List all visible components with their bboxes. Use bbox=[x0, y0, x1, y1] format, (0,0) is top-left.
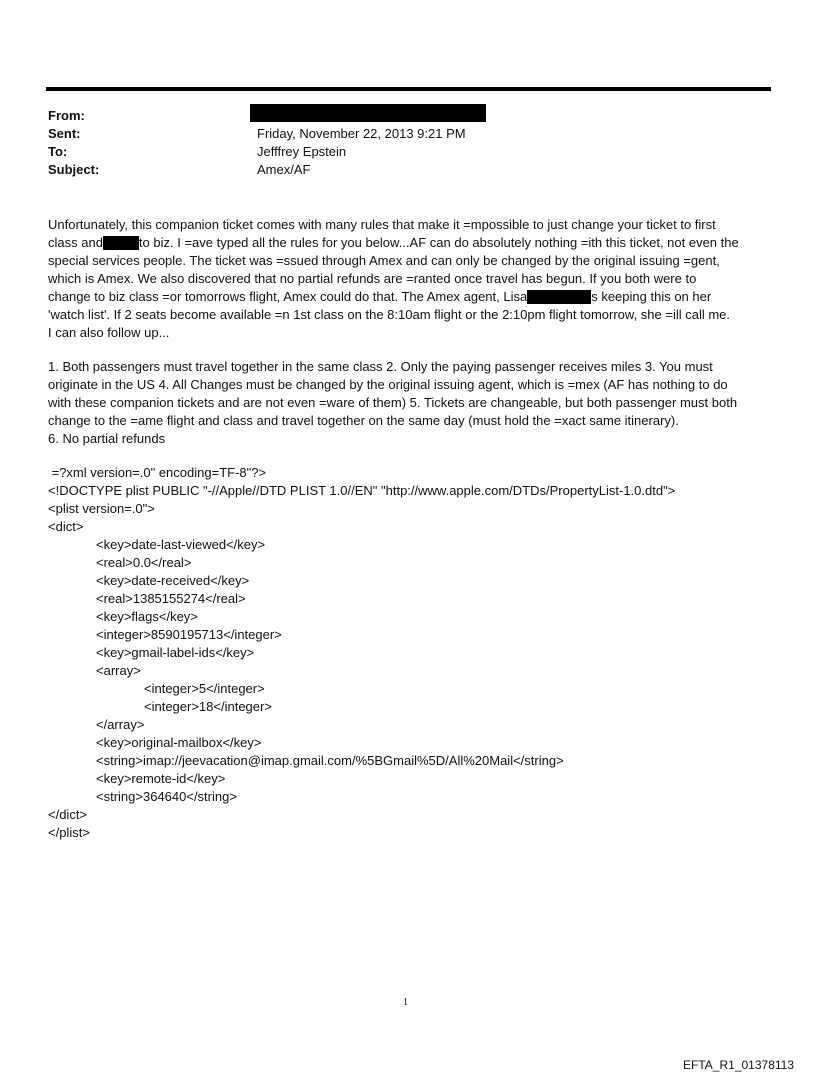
rules-line: change to the =ame flight and class and travel together on the same day (must hold the =xact same itinerary). bbox=[48, 413, 679, 428]
xml-line: <string>imap://jeevacation@imap.gmail.com/%5BGmail%5D/All%20Mail</string> bbox=[96, 753, 564, 768]
message-paragraph-2 bbox=[48, 358, 770, 448]
xml-line: <integer>18</integer> bbox=[144, 699, 272, 714]
xml-line: =?xml version=.0" encoding=TF-8"?> bbox=[48, 465, 267, 480]
xml-line: <key>remote-id</key> bbox=[96, 771, 226, 786]
xml-line: <real>0.0</real> bbox=[96, 555, 192, 570]
name-redaction bbox=[103, 236, 139, 250]
from-redaction bbox=[250, 104, 486, 122]
sent-value: Friday, November 22, 2013 9:21 PM bbox=[257, 126, 466, 141]
xml-line: <array> bbox=[96, 663, 141, 678]
xml-line: </plist> bbox=[48, 825, 90, 840]
paragraph-line: 'watch list'. If 2 seats become available =n 1st class on the 8:10am flight or the 2:10pm flight tomorrow, she =ill call me. bbox=[48, 307, 731, 322]
rules-line: 6. No partial refunds bbox=[48, 431, 166, 446]
paragraph-line: class and to biz. I =ave typed all the rules for you below...AF can do absolutely nothing =ith this ticket, not even the bbox=[48, 235, 739, 250]
paragraph-line: which is Amex. We also discovered that no partial refunds are =ranted once travel has begun. If you both were to bbox=[48, 271, 697, 286]
subject-value: Amex/AF bbox=[257, 162, 311, 177]
xml-line: <key>flags</key> bbox=[96, 609, 198, 624]
xml-line: <real>1385155274</real> bbox=[96, 591, 246, 606]
plist-block bbox=[48, 464, 675, 842]
xml-line: <key>date-received</key> bbox=[96, 573, 250, 588]
document-id: EFTA_R1_01378113 bbox=[683, 1058, 794, 1072]
paragraph-line: special services people. The ticket was =ssued through Amex and can only be changed by the original issuing =gent, bbox=[48, 253, 720, 268]
xml-line: <dict> bbox=[48, 519, 84, 534]
header-divider bbox=[46, 87, 771, 91]
subject-label: Subject: bbox=[48, 162, 100, 177]
xml-line: <!DOCTYPE plist PUBLIC "-//Apple//DTD PLIST 1.0//EN" "http://www.apple.com/DTDs/PropertyList-1.0.dtd"> bbox=[48, 483, 676, 498]
name-redaction bbox=[527, 290, 591, 304]
paragraph-line: Unfortunately, this companion ticket comes with many rules that make it =mpossible to just change your ticket to first bbox=[48, 217, 716, 232]
page-number: 1 bbox=[403, 997, 408, 1008]
sent-label: Sent: bbox=[48, 126, 81, 141]
xml-line: <plist version=.0"> bbox=[48, 501, 155, 516]
paragraph-line: I can also follow up... bbox=[48, 325, 170, 340]
xml-line: </array> bbox=[96, 717, 145, 732]
xml-line: <string>364640</string> bbox=[96, 789, 237, 804]
xml-line: </dict> bbox=[48, 807, 88, 822]
to-value: Jefffrey Epstein bbox=[257, 144, 347, 159]
rules-line: 1. Both passengers must travel together in the same class 2. Only the paying passenger receives miles 3. You must bbox=[48, 359, 713, 374]
rules-line: with these companion tickets and are not even =ware of them) 5. Tickets are changeable, but both passenger must both bbox=[48, 395, 738, 410]
xml-line: <integer>5</integer> bbox=[144, 681, 265, 696]
xml-line: <key>original-mailbox</key> bbox=[96, 735, 262, 750]
xml-line: <integer>8590195713</integer> bbox=[96, 627, 282, 642]
from-label: From: bbox=[48, 108, 85, 123]
rules-line: originate in the US 4. All Changes must be changed by the original issuing agent, which is =mex (AF has nothing to do bbox=[48, 377, 728, 392]
xml-line: <key>gmail-label-ids</key> bbox=[96, 645, 255, 660]
message-paragraph-1 bbox=[48, 216, 770, 342]
paragraph-line: change to biz class =or tomorrows flight, Amex could do that. The Amex agent, Lisa s keeping this on her bbox=[48, 289, 712, 304]
xml-line: <key>date-last-viewed</key> bbox=[96, 537, 266, 552]
to-label: To: bbox=[48, 144, 68, 159]
